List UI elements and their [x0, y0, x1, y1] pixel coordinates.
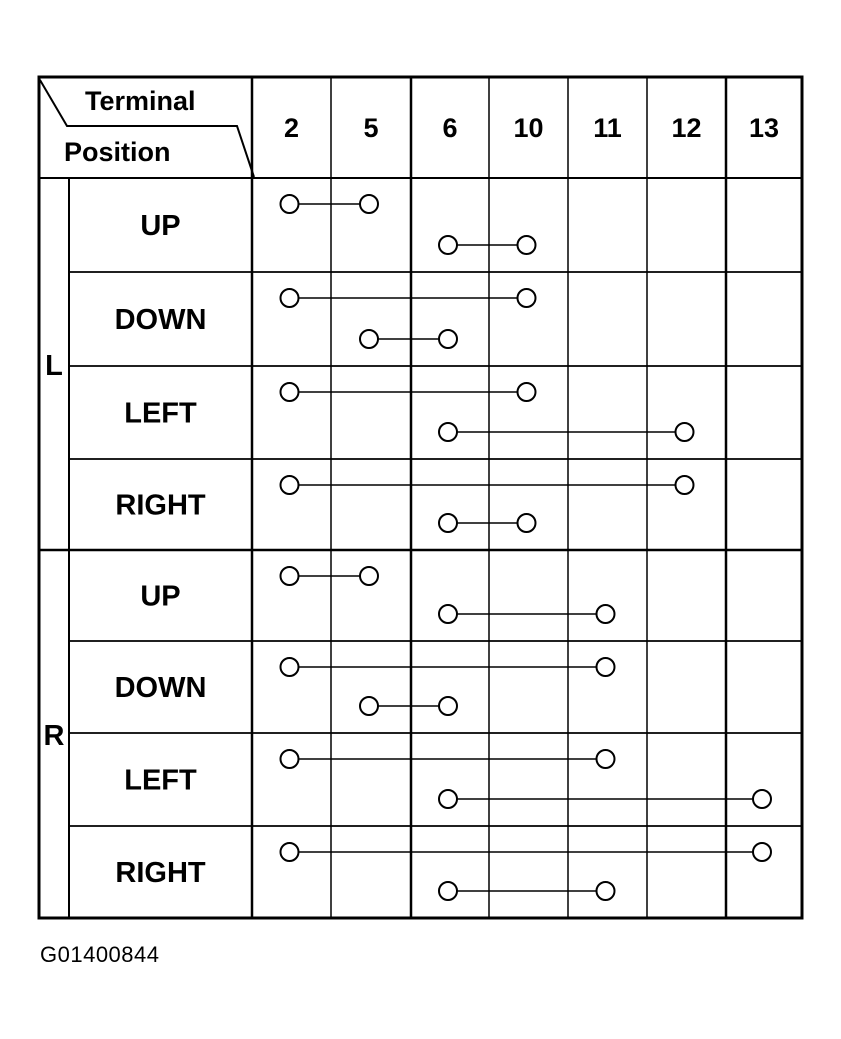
position-label-r-right: RIGHT [115, 857, 206, 889]
terminal-node-6 [439, 882, 457, 900]
terminal-node-6 [439, 697, 457, 715]
terminal-node-10 [518, 289, 536, 307]
connection-5-6 [360, 330, 457, 348]
position-label-r-down: DOWN [114, 672, 207, 704]
terminal-header-6: 6 [442, 113, 458, 143]
terminal-node-6 [439, 236, 457, 254]
terminal-node-6 [439, 423, 457, 441]
terminal-node-2 [281, 289, 299, 307]
terminal-node-2 [281, 658, 299, 676]
terminal-node-10 [518, 383, 536, 401]
terminal-node-5 [360, 567, 378, 585]
terminal-node-5 [360, 697, 378, 715]
terminal-node-13 [753, 790, 771, 808]
connection-6-10 [439, 236, 536, 254]
terminal-node-12 [676, 476, 694, 494]
terminal-node-11 [597, 658, 615, 676]
position-label-r-up: UP [140, 580, 181, 613]
terminal-node-2 [281, 843, 299, 861]
terminal-node-6 [439, 605, 457, 623]
connection-2-5 [281, 567, 379, 585]
terminal-node-11 [597, 882, 615, 900]
terminal-node-2 [281, 567, 299, 585]
connection-2-10 [281, 289, 536, 307]
position-header-label: Position [64, 137, 171, 167]
terminal-node-2 [281, 195, 299, 213]
position-label-l-left: LEFT [124, 397, 197, 430]
terminal-header-12: 12 [671, 113, 702, 143]
group-label-l: L [45, 350, 63, 382]
terminal-header-label: Terminal [85, 86, 196, 116]
terminal-node-5 [360, 330, 378, 348]
connection-2-5 [281, 195, 379, 213]
position-label-l-down: DOWN [114, 304, 207, 336]
position-label-r-left: LEFT [124, 764, 197, 797]
terminal-header-5: 5 [363, 113, 379, 143]
connection-5-6 [360, 697, 457, 715]
terminal-node-2 [281, 383, 299, 401]
terminal-header-2: 2 [283, 113, 300, 143]
terminal-node-6 [439, 790, 457, 808]
terminal-header-13: 13 [748, 113, 780, 143]
terminal-header-11: 11 [593, 113, 622, 143]
terminal-node-10 [518, 514, 536, 532]
connection-6-12 [439, 423, 694, 441]
terminal-node-6 [439, 514, 457, 532]
position-label-l-right: RIGHT [115, 489, 206, 522]
connection-2-13 [281, 843, 772, 861]
continuity-connections [281, 195, 772, 900]
terminal-node-2 [281, 476, 299, 494]
terminal-node-5 [360, 195, 378, 213]
terminal-node-6 [439, 330, 457, 348]
terminal-node-11 [597, 605, 615, 623]
connection-6-10 [439, 514, 536, 532]
connection-2-10 [281, 383, 536, 401]
figure-code: G01400844 [40, 942, 160, 967]
connection-6-11 [439, 605, 615, 623]
terminal-node-11 [597, 750, 615, 768]
terminal-header-10: 10 [513, 113, 544, 143]
terminal-node-10 [518, 236, 536, 254]
terminal-node-2 [281, 750, 299, 768]
terminal-column-headers [284, 113, 779, 143]
group-label-r: R [43, 720, 65, 752]
terminal-node-12 [676, 423, 694, 441]
position-label-l-up: UP [140, 210, 181, 242]
connection-2-12 [281, 476, 694, 494]
connection-6-11 [439, 882, 615, 900]
terminal-node-13 [753, 843, 771, 861]
